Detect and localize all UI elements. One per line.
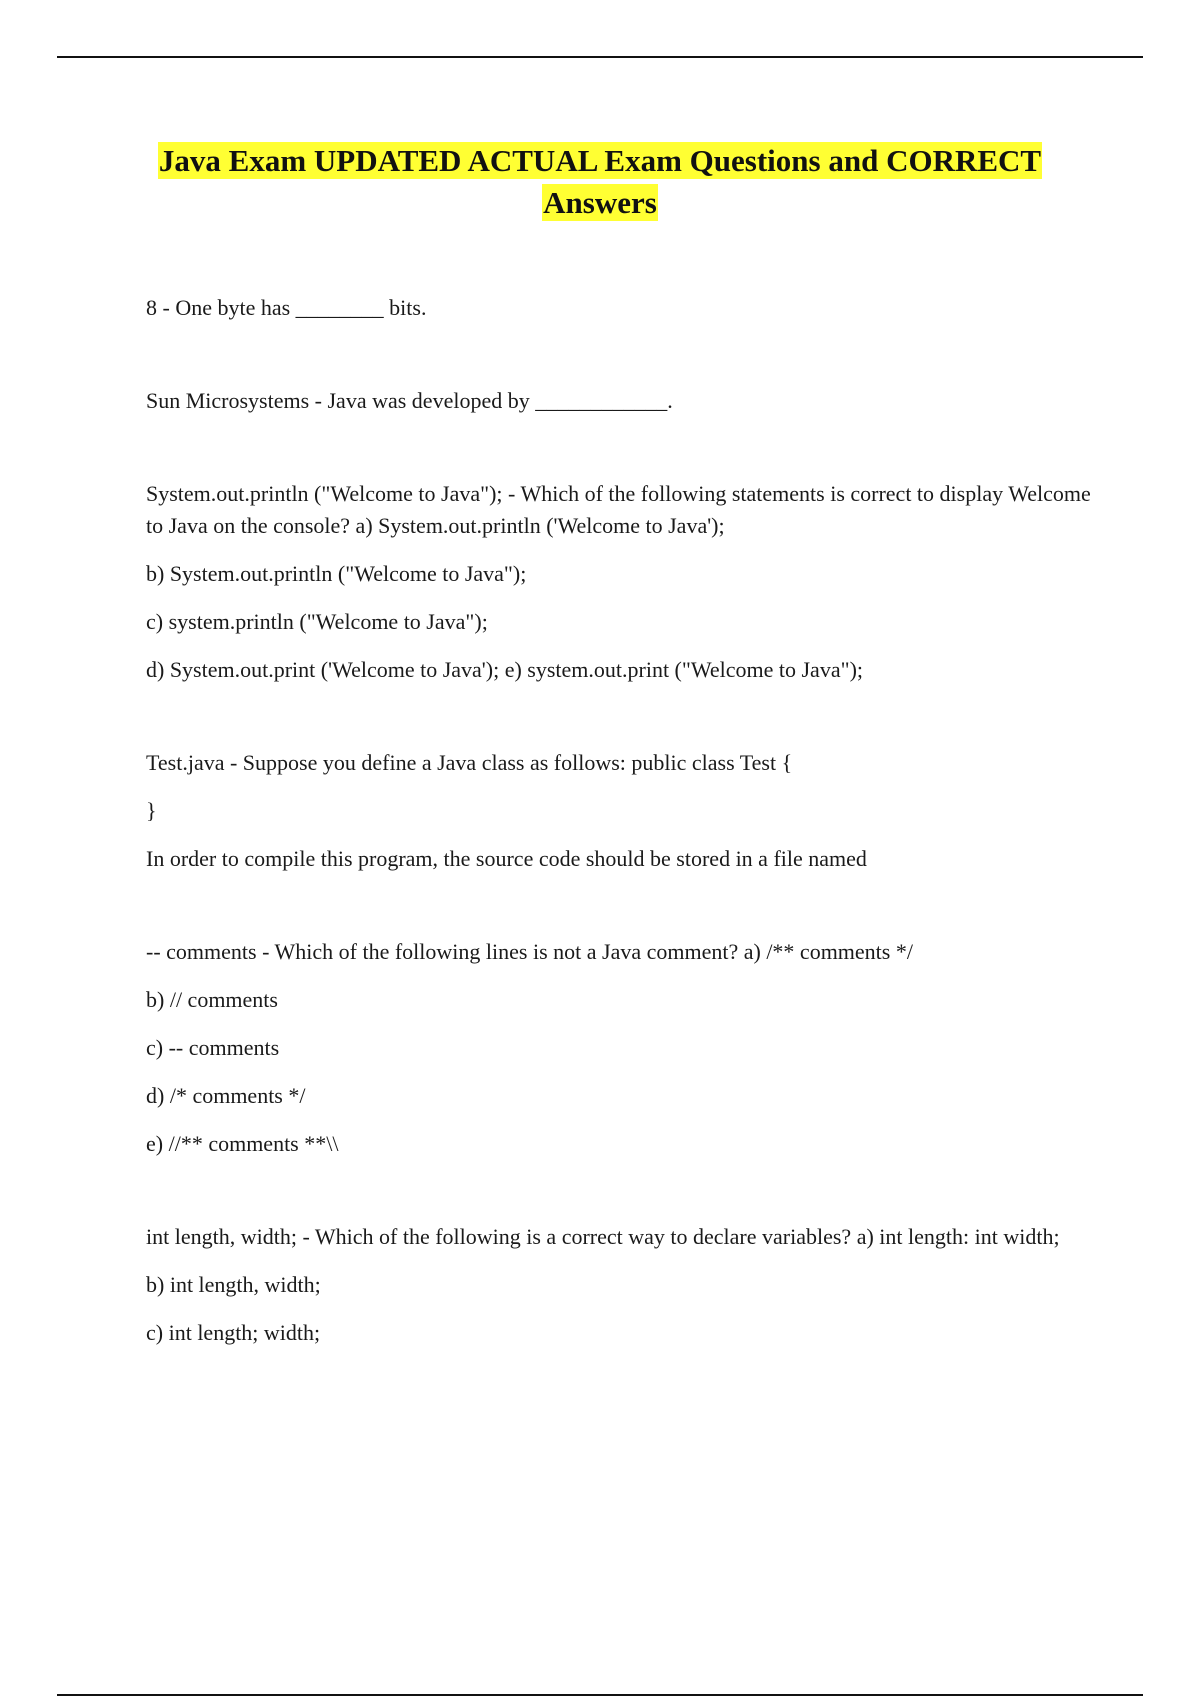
qa-line: Sun Microsystems - Java was developed by ____________. [146, 388, 673, 413]
qa-line: 8 - One byte has ________ bits. [146, 295, 427, 320]
qa-item [146, 747, 1096, 875]
qa-line: c) -- comments [146, 1035, 280, 1060]
qa-item [146, 1221, 1096, 1349]
qa-item [146, 478, 1096, 686]
title-line-1: Java Exam UPDATED ACTUAL Exam Questions and CORRECT [158, 143, 1042, 178]
qa-item [146, 385, 1096, 417]
qa-line: e) //** comments **\\ [146, 1131, 339, 1156]
qa-line: b) // comments [146, 987, 278, 1012]
qa-line: -- comments - Which of the following lines is not a Java comment? a) /** comments */ [146, 939, 913, 964]
title-line-2: Answers [543, 185, 657, 220]
document-title [100, 140, 1100, 224]
qa-line: d) /* comments */ [146, 1083, 306, 1108]
qa-line: } [146, 798, 157, 823]
qa-line: Test.java - Suppose you define a Java class as follows: public class Test { [146, 750, 793, 775]
qa-item [146, 292, 1096, 324]
top-rule [57, 56, 1143, 58]
qa-line: b) System.out.println ("Welcome to Java"); [146, 561, 527, 586]
qa-item [146, 936, 1096, 1160]
question-list [146, 292, 1096, 1410]
qa-line: System.out.println ("Welcome to Java"); - Which of the following statements is correct to display Welcome to Java on the console? a) System.out.println ('Welcome to Java'); [146, 481, 1091, 538]
bottom-rule [57, 1694, 1143, 1696]
qa-line: d) System.out.print ('Welcome to Java'); e) system.out.print ("Welcome to Java"); [146, 657, 864, 682]
qa-line: c) int length; width; [146, 1320, 321, 1345]
qa-line: int length, width; - Which of the following is a correct way to declare variables? a) int length: int width; [146, 1224, 1060, 1249]
qa-line: b) int length, width; [146, 1272, 321, 1297]
qa-line: c) system.println ("Welcome to Java"); [146, 609, 488, 634]
qa-line: In order to compile this program, the source code should be stored in a file named [146, 846, 867, 871]
